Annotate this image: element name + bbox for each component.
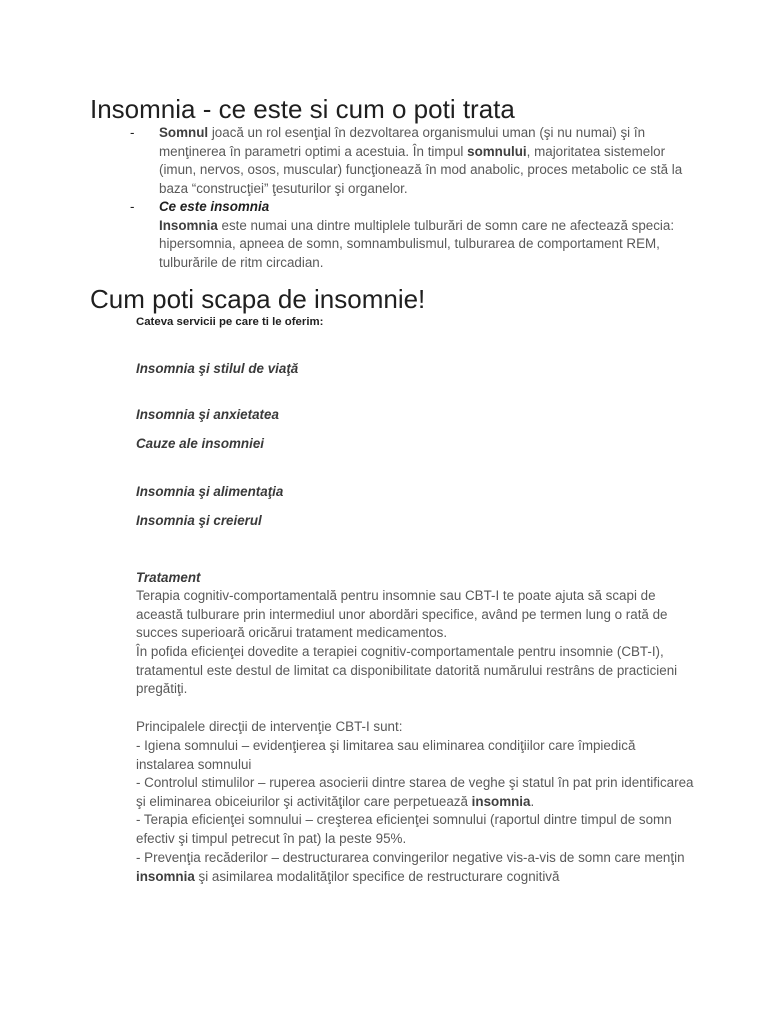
list-item-somnul (130, 124, 690, 198)
treatment-paragraph-3: Principalele direcţii de intervenţie CBT-I sunt: (136, 719, 403, 734)
intervention-line-3: - Terapia eficienţei somnului – creşterea eficienţei somnului (raportul dintre timpul de somn efectiv şi timpul petrecut în pat) la peste 95%. (136, 812, 672, 846)
service-item: Insomnia şi anxietatea (136, 407, 279, 422)
intervention-line-2 (136, 774, 696, 811)
subheading-ce-este-insomnia: Ce este insomnia (159, 199, 270, 214)
service-item: Insomnia şi alimentaţia (136, 484, 284, 499)
keyword-insomnia: Insomnia (159, 217, 218, 233)
paragraph-text: este numai una dintre multiplele tulburări de somn care ne afectează specia: hipersomnia, apneea de somn, somnambulismul, tulburarea de comportament REM, tulburările de ritm circadian. (159, 217, 675, 270)
section-title-insomnia: Insomnia - ce este si cum o poti trata (90, 94, 515, 124)
list-item-ce-este (130, 198, 690, 272)
paragraph-text: - Prevenţia recăderilor – destructurarea convingerilor negative vis-a-vis de somn care menţin (136, 850, 685, 865)
keyword-somnul: Somnul (159, 125, 209, 140)
paragraph-text: joacă un rol esenţial în dezvoltarea organismului uman (şi nu numai) şi în menţinerea în parametri optimi a acestuia. În timpul (159, 125, 646, 159)
treatment-heading: Tratament (136, 570, 201, 585)
bullet-dash (130, 198, 134, 217)
section-title-cum-poti: Cum poti scapa de insomnie! (90, 284, 426, 314)
intervention-line-1: - Igiena somnului – evidenţierea şi limitarea sau eliminarea condiţiilor care împiedică instalarea somnului (136, 738, 636, 772)
bullet-dash (130, 124, 134, 143)
keyword-insomnia: insomnia (136, 868, 195, 884)
service-item: Cauze ale insomniei (136, 436, 264, 451)
keyword-somnului: somnului (467, 143, 527, 159)
intervention-line-4 (136, 849, 696, 886)
service-item: Insomnia şi stilul de viaţă (136, 361, 299, 376)
keyword-insomnia: insomnia (471, 793, 531, 809)
treatment-paragraph-2: În pofida eficienţei dovedite a terapiei cognitiv-comportamentale pentru insomnie (CBT-I), tratamentul este destul de limitat ca disponibilitate datorită numărului restrâns de practicieni pregătiţi. (136, 644, 678, 697)
paragraph-text: , majoritatea sistemelor (imun, nervos, osos, muscular) funcţionează în mod anabolic, proces metabolic ce stă la baza “construcţiei” ţesuturilor şi organelor. (159, 143, 683, 196)
intro-list (130, 124, 690, 272)
paragraph-text: . (530, 793, 535, 809)
paragraph-text: - Controlul stimulilor – ruperea asocierii dintre starea de veghe şi statul în pat prin identificarea şi eliminarea obiceiurilor şi activităţilor care perpetuează (136, 775, 694, 809)
services-lead: Cateva servicii pe care ti le oferim: (136, 316, 324, 328)
paragraph-text: şi asimilarea modalităţilor specifice de restructurare cognitivă (194, 868, 560, 884)
service-item: Insomnia şi creierul (136, 513, 262, 528)
treatment-paragraph-1: Terapia cognitiv-comportamentală pentru insomnie sau CBT-I te poate ajuta să scapi de această tulburare prin intermediul unor abordări specifice, având pe termen lung o rată de succes superioară oricărui tratament medicamentos. (136, 588, 668, 641)
